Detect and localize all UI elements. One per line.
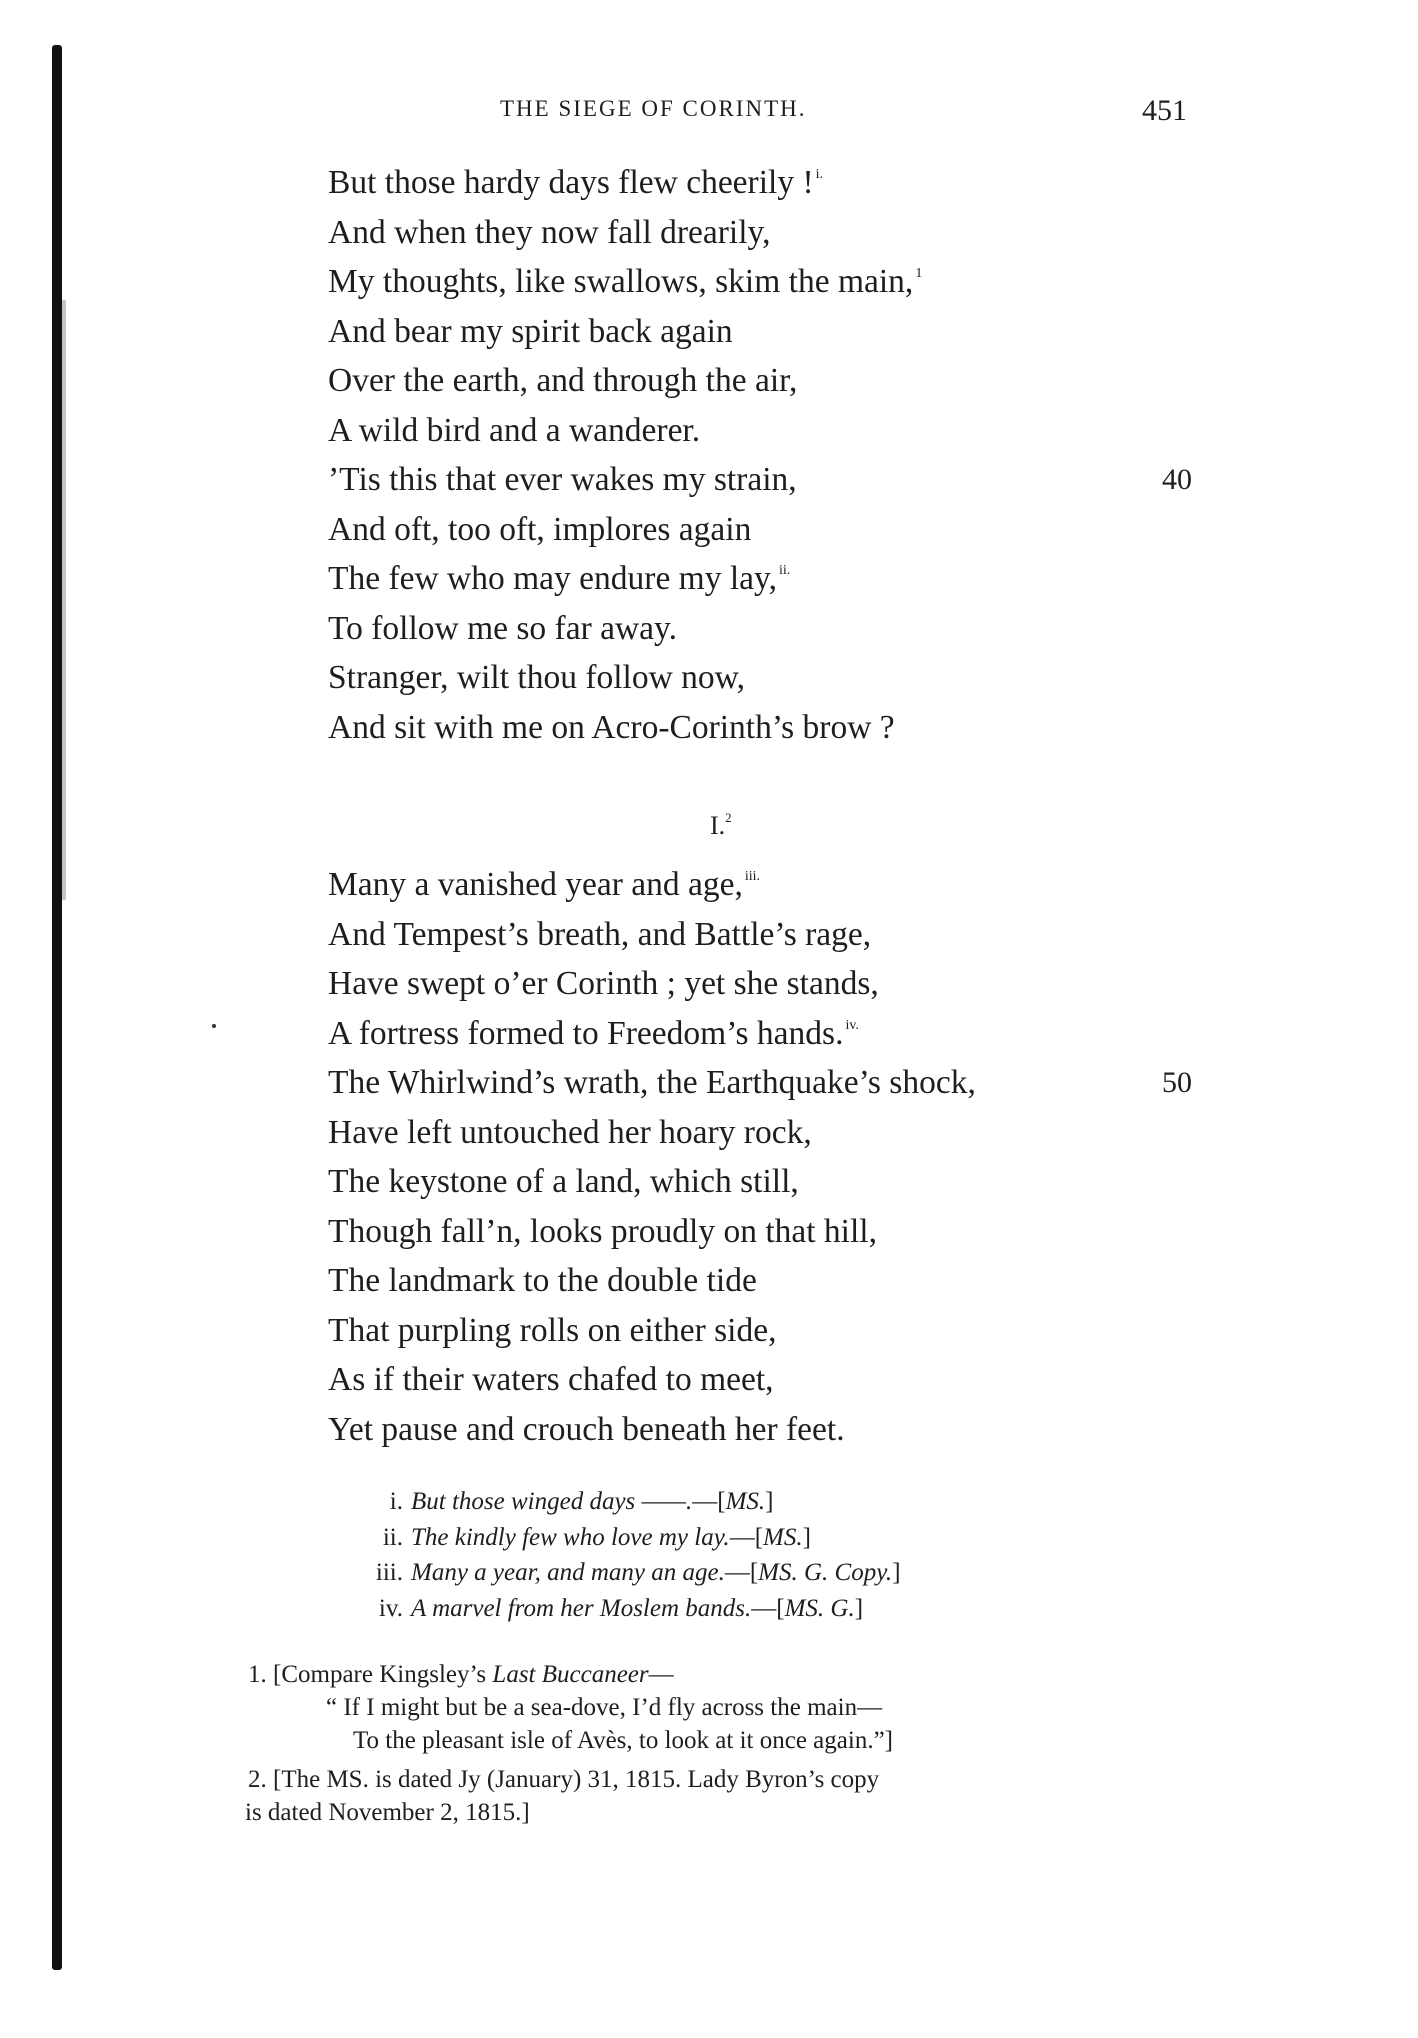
verse-text: My thoughts, like swallows, skim the main, (328, 263, 914, 300)
section-footnote-marker: 2 (725, 810, 732, 825)
line-number: 40 (1162, 463, 1192, 496)
variant-close: ] (892, 1559, 901, 1586)
verse-text: And oft, too oft, implores again (328, 510, 752, 548)
verse-text: Have left untouched her hoary rock, (328, 1113, 812, 1151)
ink-speck (212, 1024, 216, 1028)
variant-number: ii. (382, 1523, 403, 1551)
variant-marker: iii. (744, 869, 761, 884)
verse-text: A wild bird and a wanderer. (328, 411, 701, 449)
footnote-2-line-2: is dated November 2, 1815.] (245, 1799, 530, 1826)
prelude-line (328, 653, 1188, 703)
prelude-line (328, 455, 1192, 505)
verse-text: ’Tis this that ever wakes my strain, (328, 461, 797, 498)
footnote-2-line-1: 2. [The MS. is dated Jy (January) 31, 1815. Lady Byron’s copy (248, 1766, 880, 1793)
stanza-one-line (328, 1058, 1192, 1108)
binding-edge (52, 45, 62, 1970)
footnote-1-dash: — (648, 1661, 674, 1688)
verse-text: And when they now fall drearily, (328, 213, 771, 251)
stanza-one-line (328, 1405, 1188, 1455)
variant-marker: i. (815, 167, 823, 182)
verse-text: Though fall’n, looks proudly on that hill, (328, 1212, 877, 1250)
prelude-line (328, 505, 1188, 555)
variant-text: Many a year, and many an age. (411, 1559, 725, 1586)
prelude-line (328, 554, 1188, 604)
stanza-one-line (328, 1207, 1188, 1257)
variant-marker: 1 (915, 266, 923, 281)
verse-text: And bear my spirit back again (328, 312, 733, 350)
prelude-line (328, 356, 1188, 406)
page-number: 451 (1142, 94, 1187, 127)
verse-text: And sit with me on Acro-Corinth’s brow ? (328, 708, 895, 746)
verse-text: And Tempest’s breath, and Battle’s rage, (328, 915, 872, 953)
stanza-one-line (328, 1256, 1188, 1306)
poem-stanza-prelude (328, 158, 1192, 752)
stanza-one-line (328, 1108, 1188, 1158)
prelude-line (328, 158, 1188, 208)
prelude-line (328, 257, 1188, 307)
verse-text: Yet pause and crouch beneath her feet. (328, 1410, 845, 1448)
variant-number: iii. (375, 1559, 403, 1586)
prelude-line (328, 307, 1188, 357)
line-number: 50 (1162, 1066, 1192, 1099)
variant-text: The kindly few who love my lay. (411, 1523, 730, 1551)
running-header: THE SIEGE OF CORINTH. (500, 96, 807, 121)
variant-reading (355, 1591, 1215, 1627)
variant-readings (355, 1484, 1215, 1626)
binding-shadow (62, 300, 66, 900)
footnote-1-quote-line-1: “ If I might but be a sea-dove, I’d fly across the main— (326, 1694, 883, 1721)
variant-close: ] (765, 1488, 774, 1515)
variant-text: A marvel from her Moslem bands. (411, 1594, 752, 1622)
variant-close: ] (854, 1594, 864, 1622)
prelude-line (328, 703, 1188, 753)
stanza-one-line (328, 1306, 1188, 1356)
stanza-one-line (328, 1009, 1188, 1059)
verse-text: Over the earth, and through the air, (328, 362, 798, 399)
verse-text: The landmark to the double tide (328, 1262, 757, 1299)
verse-text: As if their waters chafed to meet, (328, 1361, 774, 1398)
footnote-1-title: Last Buccaneer (492, 1661, 649, 1688)
footnote-1 (248, 1658, 1208, 1691)
section-numeral: I. (710, 811, 726, 840)
variant-text: But those winged days ——. (411, 1488, 693, 1515)
variant-source: MS. (725, 1488, 766, 1515)
variant-reading (355, 1484, 1215, 1520)
verse-text: To follow me so far away. (328, 609, 677, 647)
variant-dash: —[ (724, 1559, 759, 1586)
section-heading (710, 811, 732, 841)
verse-text: Have swept o’er Corinth ; yet she stands, (328, 965, 879, 1002)
verse-text: A fortress formed to Freedom’s hands. (328, 1014, 844, 1052)
stanza-one-line (328, 1355, 1188, 1405)
stanza-one-line (328, 860, 1188, 910)
verse-text: But those hardy days flew cheerily ! (328, 164, 814, 201)
prelude-line (328, 604, 1188, 654)
variant-dash: —[ (692, 1488, 726, 1515)
variant-marker: ii. (779, 563, 791, 578)
variant-number: i. (389, 1488, 403, 1515)
variant-marker: iv. (845, 1017, 859, 1033)
variant-dash: —[ (751, 1594, 785, 1622)
verse-text: Many a vanished year and age, (328, 866, 743, 903)
verse-text: The Whirlwind’s wrath, the Earthquake’s shock, (328, 1064, 976, 1101)
verse-text: That purpling rolls on either side, (328, 1311, 777, 1349)
prelude-line (328, 208, 1188, 258)
variant-close: ] (802, 1523, 811, 1551)
verse-text: Stranger, wilt thou follow now, (328, 659, 746, 696)
variant-number: iv. (378, 1594, 403, 1622)
footnote-1-lead: 1. [Compare Kingsley’s (248, 1661, 493, 1688)
variant-source: MS. (763, 1523, 803, 1551)
footnotes (245, 1658, 1208, 1829)
variant-dash: —[ (729, 1523, 764, 1551)
poem-stanza-one (328, 860, 1192, 1454)
variant-reading (355, 1520, 1215, 1556)
variant-reading (355, 1555, 1215, 1591)
stanza-one-line (328, 959, 1188, 1009)
variant-source: MS. G. Copy. (758, 1559, 893, 1586)
stanza-one-line (328, 910, 1188, 960)
stanza-one-line (328, 1157, 1188, 1207)
footnote-1-quote-line-2: To the pleasant isle of Avès, to look at it once again.”] (353, 1727, 893, 1754)
prelude-line (328, 406, 1188, 456)
verse-text: The keystone of a land, which still, (328, 1163, 799, 1200)
verse-text: The few who may endure my lay, (328, 560, 777, 597)
variant-source: MS. G. (784, 1594, 855, 1622)
